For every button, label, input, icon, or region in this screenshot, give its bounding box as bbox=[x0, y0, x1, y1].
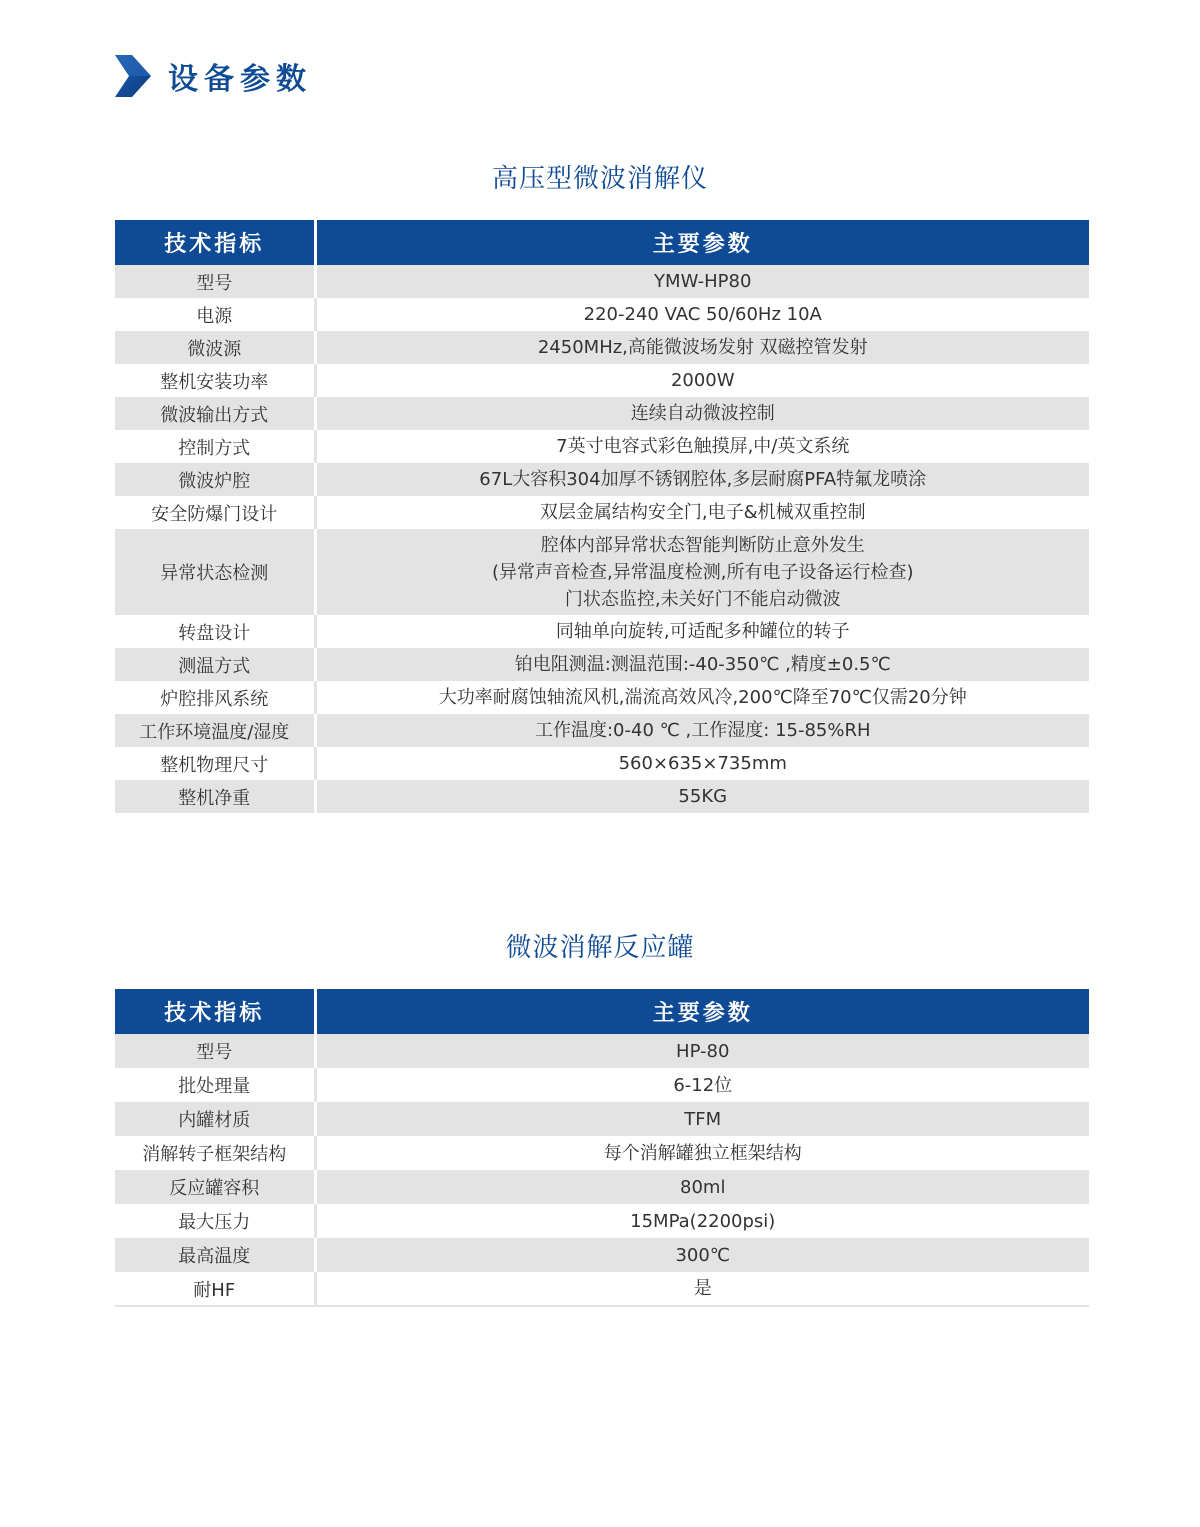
row-label: 测温方式 bbox=[115, 648, 315, 681]
row-value: 7英寸电容式彩色触摸屏,中/英文系统 bbox=[315, 430, 1089, 463]
column-header-indicator: 技术指标 bbox=[115, 220, 315, 265]
row-label: 工作环境温度/湿度 bbox=[115, 714, 315, 747]
row-value: 560×635×735mm bbox=[315, 747, 1089, 780]
row-label: 电源 bbox=[115, 298, 315, 331]
row-label: 型号 bbox=[115, 1034, 315, 1068]
row-value: 铂电阻测温:测温范围:-40-350℃ ,精度±0.5℃ bbox=[315, 648, 1089, 681]
row-label: 反应罐容积 bbox=[115, 1170, 315, 1204]
section-title-digester: 高压型微波消解仪 bbox=[491, 164, 708, 194]
table-row bbox=[115, 331, 1089, 364]
table-row bbox=[115, 1102, 1089, 1136]
table-row bbox=[115, 1068, 1089, 1102]
row-value: 2450MHz,高能微波场发射 双磁控管发射 bbox=[315, 331, 1089, 364]
row-label: 微波源 bbox=[115, 331, 315, 364]
row-value: 220-240 VAC 50/60Hz 10A bbox=[315, 298, 1089, 331]
row-value: 腔体内部异常状态智能判断防止意外发生 (异常声音检查,异常温度检测,所有电子设备运行检查) 门状态监控,未关好门不能启动微波 bbox=[315, 529, 1089, 615]
section-title-vessel: 微波消解反应罐 bbox=[505, 933, 695, 963]
column-header-parameter: 主要参数 bbox=[315, 989, 1089, 1034]
table-row bbox=[115, 529, 1089, 615]
table-row bbox=[115, 1170, 1089, 1204]
row-label: 微波输出方式 bbox=[115, 397, 315, 430]
row-label: 型号 bbox=[115, 265, 315, 298]
table-row bbox=[115, 430, 1089, 463]
table-row bbox=[115, 1136, 1089, 1170]
row-label: 控制方式 bbox=[115, 430, 315, 463]
row-value: 80ml bbox=[315, 1170, 1089, 1204]
table-header-row bbox=[115, 220, 1089, 265]
table-row bbox=[115, 780, 1089, 813]
row-value: 300℃ bbox=[315, 1238, 1089, 1272]
page-header bbox=[115, 54, 312, 98]
table-row bbox=[115, 1204, 1089, 1238]
table-row bbox=[115, 681, 1089, 714]
row-value: HP-80 bbox=[315, 1034, 1089, 1068]
row-value: 工作温度:0-40 ℃ ,工作湿度: 15-85%RH bbox=[315, 714, 1089, 747]
row-label: 异常状态检测 bbox=[115, 529, 315, 615]
row-value: 67L大容积304加厚不锈钢腔体,多层耐腐PFA特氟龙喷涂 bbox=[315, 463, 1089, 496]
spec-table-vessel bbox=[115, 989, 1089, 1307]
chevron-right-icon bbox=[115, 55, 151, 97]
row-label: 批处理量 bbox=[115, 1068, 315, 1102]
column-header-parameter: 主要参数 bbox=[315, 220, 1089, 265]
row-label: 内罐材质 bbox=[115, 1102, 315, 1136]
table-row bbox=[115, 714, 1089, 747]
row-label: 整机净重 bbox=[115, 780, 315, 813]
row-label: 整机物理尺寸 bbox=[115, 747, 315, 780]
row-value: 55KG bbox=[315, 780, 1089, 813]
table-row bbox=[115, 615, 1089, 648]
row-label: 最大压力 bbox=[115, 1204, 315, 1238]
row-value: 连续自动微波控制 bbox=[315, 397, 1089, 430]
row-label: 消解转子框架结构 bbox=[115, 1136, 315, 1170]
row-value: 是 bbox=[315, 1272, 1089, 1306]
row-value: 2000W bbox=[315, 364, 1089, 397]
row-value: 同轴单向旋转,可适配多种罐位的转子 bbox=[315, 615, 1089, 648]
table-row bbox=[115, 265, 1089, 298]
column-header-indicator: 技术指标 bbox=[115, 989, 315, 1034]
table-row bbox=[115, 298, 1089, 331]
row-value: TFM bbox=[315, 1102, 1089, 1136]
table-header-row bbox=[115, 989, 1089, 1034]
table-row bbox=[115, 648, 1089, 681]
row-label: 安全防爆门设计 bbox=[115, 496, 315, 529]
row-value: 15MPa(2200psi) bbox=[315, 1204, 1089, 1238]
row-label: 整机安装功率 bbox=[115, 364, 315, 397]
page-title: 设备参数 bbox=[168, 62, 312, 97]
row-label: 炉腔排风系统 bbox=[115, 681, 315, 714]
row-value: 大功率耐腐蚀轴流风机,湍流高效风冷,200℃降至70℃仅需20分钟 bbox=[315, 681, 1089, 714]
row-label: 微波炉腔 bbox=[115, 463, 315, 496]
row-value: 6-12位 bbox=[315, 1068, 1089, 1102]
table-row bbox=[115, 496, 1089, 529]
row-label: 最高温度 bbox=[115, 1238, 315, 1272]
row-value: 每个消解罐独立框架结构 bbox=[315, 1136, 1089, 1170]
row-label: 转盘设计 bbox=[115, 615, 315, 648]
row-label: 耐HF bbox=[115, 1272, 315, 1306]
row-value: 双层金属结构安全门,电子&机械双重控制 bbox=[315, 496, 1089, 529]
table-row bbox=[115, 1238, 1089, 1272]
table-row bbox=[115, 397, 1089, 430]
spec-table-digester bbox=[115, 220, 1089, 813]
table-row bbox=[115, 747, 1089, 780]
table-row bbox=[115, 364, 1089, 397]
table-row bbox=[115, 1034, 1089, 1068]
row-value: YMW-HP80 bbox=[315, 265, 1089, 298]
table-row bbox=[115, 463, 1089, 496]
table-row bbox=[115, 1272, 1089, 1306]
